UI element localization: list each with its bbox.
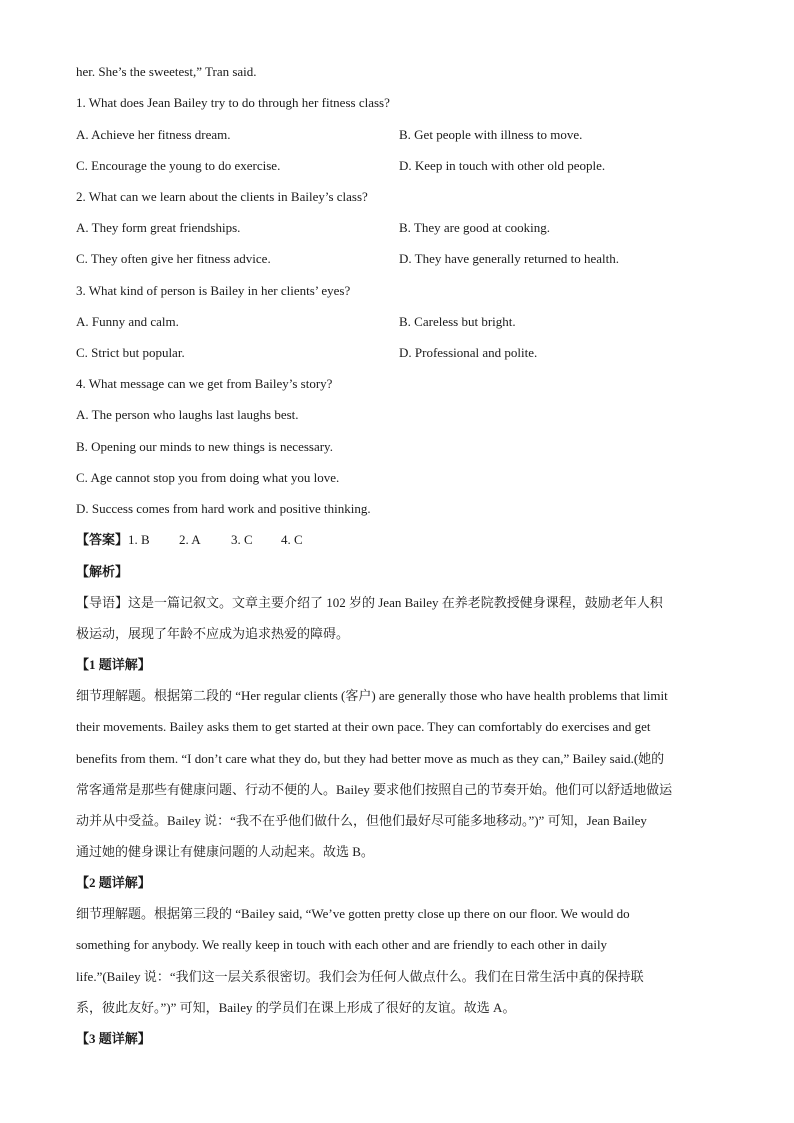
option: D. Success comes from hard work and positive thinking.	[76, 501, 371, 516]
option: A. Achieve her fitness dream.	[76, 127, 231, 142]
detail-line: 系，彼此友好。”)” 可知，Bailey 的学员们在课上形成了很好的友谊。故选 A。	[76, 1000, 516, 1015]
answer-item: 4. C	[281, 532, 303, 547]
option: C. Strict but popular.	[76, 345, 185, 360]
analysis-label: 【解析】	[76, 564, 129, 579]
detail-line: 细节理解题。根据第二段的 “Her regular clients (客户) are generally those who have health problems that limit	[76, 688, 668, 703]
option: B. Get people with illness to move.	[399, 127, 583, 142]
detail-line: something for anybody. We really keep in touch with each other and are friendly to each other in daily	[76, 937, 608, 952]
intro-line: her. She’s the sweetest,” Tran said.	[76, 64, 257, 79]
detail-heading: 【1 题详解】	[76, 657, 151, 672]
detail-line: 细节理解题。根据第三段的 “Bailey said, “We’ve gotten pretty close up there on our floor. We would do	[76, 906, 630, 921]
detail-line: 动并从中受益。Bailey 说：“我不在乎他们做什么，但他们最好尽可能多地移动。”)” 可知，Jean Bailey	[76, 813, 647, 828]
option: D. They have generally returned to health.	[399, 251, 619, 266]
answer-item: 3. C	[231, 532, 253, 547]
detail-heading: 【3 题详解】	[76, 1031, 151, 1046]
option: A. Funny and calm.	[76, 314, 179, 329]
option: A. The person who laughs last laughs best.	[76, 407, 299, 422]
answer-item: 2. A	[179, 532, 201, 547]
answer-label: 【答案】	[76, 532, 129, 547]
question-stem: 3. What kind of person is Bailey in her clients’ eyes?	[76, 283, 351, 298]
guide-line: 极运动，展现了年龄不应成为追求热爱的障碍。	[76, 626, 350, 641]
detail-line: 常客通常是那些有健康问题、行动不便的人。Bailey 要求他们按照自己的节奏开始。他们可以舒适地做运	[76, 782, 673, 797]
option: C. Age cannot stop you from doing what you love.	[76, 470, 340, 485]
option: C. Encourage the young to do exercise.	[76, 158, 281, 173]
answer-row	[76, 532, 303, 548]
detail-heading: 【2 题详解】	[76, 875, 151, 890]
question-stem: 1. What does Jean Bailey try to do through her fitness class?	[76, 95, 390, 110]
answer-item: 1. B	[128, 532, 150, 547]
option: B. They are good at cooking.	[399, 220, 551, 235]
detail-line: life.”(Bailey 说：“我们这一层关系很密切。我们会为任何人做点什么。我们在日常生活中真的保持联	[76, 969, 644, 984]
option: D. Professional and polite.	[399, 345, 538, 360]
detail-line: benefits from them. “I don’t care what they do, but they had better move as much as they can,” Bailey said.(她的	[76, 751, 665, 766]
option: D. Keep in touch with other old people.	[399, 158, 606, 173]
guide-line: 【导语】这是一篇记叙文。文章主要介绍了 102 岁的 Jean Bailey 在养老院教授健身课程，鼓励老年人积	[76, 595, 663, 610]
question-stem: 2. What can we learn about the clients in Bailey’s class?	[76, 189, 368, 204]
question-stem: 4. What message can we get from Bailey’s story?	[76, 376, 333, 391]
option: A. They form great friendships.	[76, 220, 241, 235]
detail-line: their movements. Bailey asks them to get started at their own pace. They can comfortably do exercises and get	[76, 719, 651, 734]
option: B. Careless but bright.	[399, 314, 516, 329]
option: C. They often give her fitness advice.	[76, 251, 271, 266]
option: B. Opening our minds to new things is necessary.	[76, 439, 333, 454]
detail-line: 通过她的健身课让有健康问题的人动起来。故选 B。	[76, 844, 374, 859]
